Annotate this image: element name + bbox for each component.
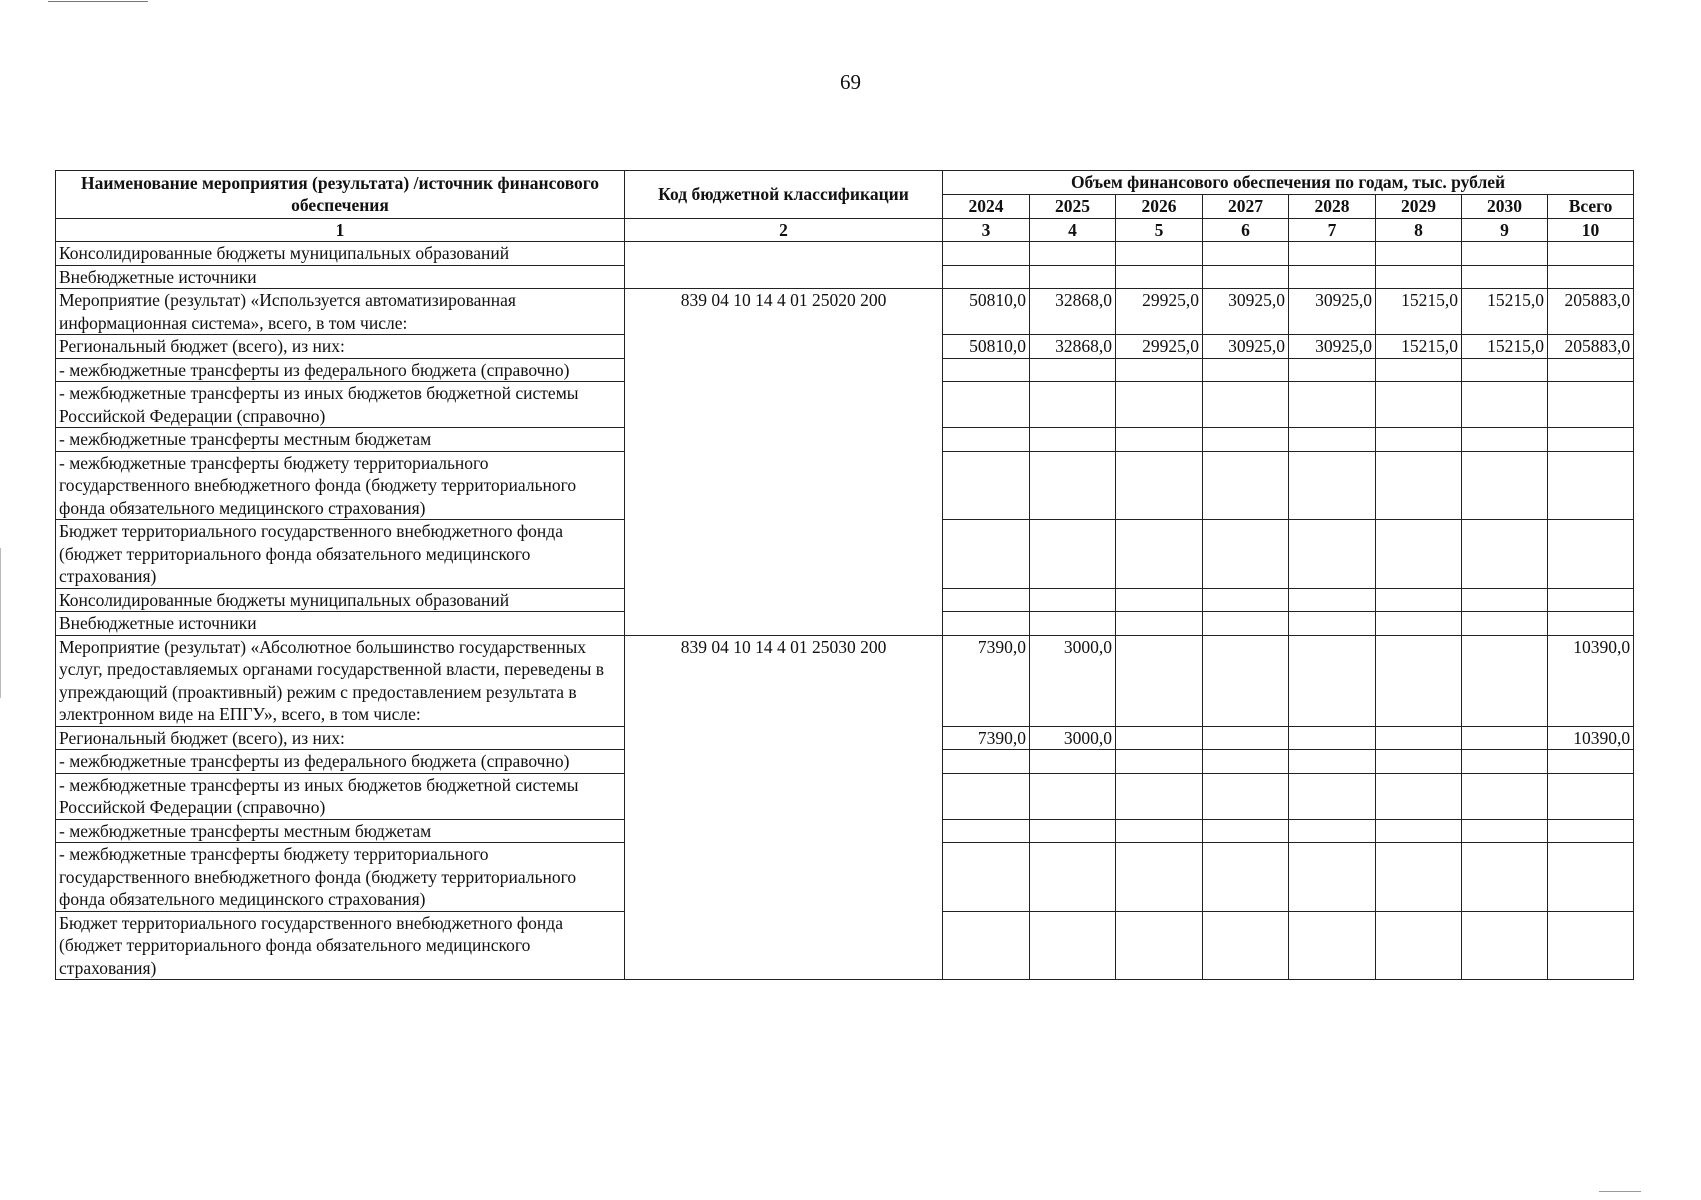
header-year: 2024	[943, 194, 1030, 218]
value-cell	[1548, 242, 1634, 266]
index-cell: 2	[625, 218, 943, 242]
value-cell: 3000,0	[1030, 635, 1116, 726]
value-cell	[1203, 635, 1289, 726]
value-cell	[1030, 773, 1116, 819]
value-cell: 15215,0	[1462, 289, 1548, 335]
row-name: - межбюджетные трансферты из иных бюджетов бюджетной системы Российской Федерации (справочно)	[56, 773, 625, 819]
value-cell	[1289, 773, 1376, 819]
value-cell	[1289, 242, 1376, 266]
value-cell	[1376, 265, 1462, 289]
value-cell: 15215,0	[1462, 335, 1548, 359]
value-cell	[1203, 382, 1289, 428]
value-cell	[943, 819, 1030, 843]
value-cell	[1203, 750, 1289, 774]
value-cell	[1376, 726, 1462, 750]
value-cell	[943, 451, 1030, 520]
budget-code: 839 04 10 14 4 01 25020 200	[625, 289, 943, 636]
value-cell	[943, 358, 1030, 382]
scan-artifact-top	[48, 1, 148, 2]
value-cell	[1548, 773, 1634, 819]
value-cell	[1548, 843, 1634, 912]
value-cell	[1289, 265, 1376, 289]
row-name: Консолидированные бюджеты муниципальных образований	[56, 588, 625, 612]
value-cell	[1376, 819, 1462, 843]
value-cell	[943, 843, 1030, 912]
value-cell	[1116, 612, 1203, 636]
row-name: - межбюджетные трансферты бюджету территориального государственного внебюджетного фонда (бюджету территориального фонда обязательного медицинского страхования)	[56, 843, 625, 912]
value-cell	[943, 265, 1030, 289]
row-name: - межбюджетные трансферты местным бюджетам	[56, 428, 625, 452]
value-cell	[1376, 843, 1462, 912]
value-cell	[1376, 242, 1462, 266]
value-cell	[1116, 265, 1203, 289]
value-cell	[1203, 726, 1289, 750]
value-cell	[1289, 911, 1376, 980]
value-cell	[1548, 451, 1634, 520]
value-cell	[1462, 358, 1548, 382]
index-cell: 6	[1203, 218, 1289, 242]
value-cell	[1548, 382, 1634, 428]
value-cell: 30925,0	[1289, 289, 1376, 335]
value-cell	[1203, 773, 1289, 819]
value-cell	[1203, 612, 1289, 636]
value-cell	[1116, 635, 1203, 726]
value-cell: 30925,0	[1203, 289, 1289, 335]
value-cell	[1289, 451, 1376, 520]
value-cell	[1462, 750, 1548, 774]
value-cell	[1289, 382, 1376, 428]
header-year: 2025	[1030, 194, 1116, 218]
index-row	[56, 218, 1634, 242]
value-cell	[943, 750, 1030, 774]
value-cell	[1203, 819, 1289, 843]
header-year: 2030	[1462, 194, 1548, 218]
value-cell	[1462, 428, 1548, 452]
value-cell	[1203, 520, 1289, 589]
header-code: Код бюджетной классификации	[625, 171, 943, 219]
value-cell	[1376, 635, 1462, 726]
value-cell: 205883,0	[1548, 289, 1634, 335]
value-cell	[1548, 428, 1634, 452]
value-cell: 15215,0	[1376, 289, 1462, 335]
value-cell	[1289, 588, 1376, 612]
index-cell: 7	[1289, 218, 1376, 242]
row-name: Региональный бюджет (всего), из них:	[56, 335, 625, 359]
value-cell: 32868,0	[1030, 289, 1116, 335]
header-year: 2027	[1203, 194, 1289, 218]
row-name: Консолидированные бюджеты муниципальных образований	[56, 242, 625, 266]
index-cell: 3	[943, 218, 1030, 242]
value-cell	[1203, 265, 1289, 289]
value-cell	[1203, 911, 1289, 980]
value-cell	[1376, 428, 1462, 452]
value-cell	[1462, 726, 1548, 750]
value-cell: 3000,0	[1030, 726, 1116, 750]
index-cell: 10	[1548, 218, 1634, 242]
value-cell	[1462, 242, 1548, 266]
value-cell	[1030, 750, 1116, 774]
value-cell: 30925,0	[1203, 335, 1289, 359]
value-cell: 10390,0	[1548, 635, 1634, 726]
value-cell	[1548, 588, 1634, 612]
measure-row	[56, 289, 1634, 335]
value-cell	[1548, 265, 1634, 289]
value-cell: 7390,0	[943, 726, 1030, 750]
row-name: - межбюджетные трансферты бюджету территориального государственного внебюджетного фонда (бюджету территориального фонда обязательного медицинского страхования)	[56, 451, 625, 520]
value-cell	[943, 588, 1030, 612]
value-cell	[1548, 358, 1634, 382]
value-cell	[943, 520, 1030, 589]
value-cell	[1030, 428, 1116, 452]
value-cell	[1376, 750, 1462, 774]
value-cell: 7390,0	[943, 635, 1030, 726]
value-cell	[1289, 612, 1376, 636]
value-cell	[1289, 843, 1376, 912]
scan-artifact-left	[0, 548, 1, 698]
value-cell	[1289, 819, 1376, 843]
value-cell	[943, 428, 1030, 452]
index-cell: 4	[1030, 218, 1116, 242]
value-cell	[1116, 358, 1203, 382]
financing-table	[55, 170, 1634, 980]
value-cell	[1203, 588, 1289, 612]
row-name: - межбюджетные трансферты местным бюджетам	[56, 819, 625, 843]
header-name: Наименование мероприятия (результата) /источник финансового обеспечения	[56, 171, 625, 219]
value-cell	[1030, 588, 1116, 612]
row-name: - межбюджетные трансферты из федерального бюджета (справочно)	[56, 358, 625, 382]
value-cell	[1462, 843, 1548, 912]
value-cell	[1462, 520, 1548, 589]
measure-row	[56, 635, 1634, 726]
value-cell	[1462, 911, 1548, 980]
value-cell	[1116, 773, 1203, 819]
header-volume: Объем финансового обеспечения по годам, тыс. рублей	[943, 171, 1634, 195]
index-cell: 1	[56, 218, 625, 242]
value-cell	[1030, 520, 1116, 589]
value-cell	[1030, 382, 1116, 428]
budget-code: 839 04 10 14 4 01 25030 200	[625, 635, 943, 980]
value-cell	[1203, 242, 1289, 266]
value-cell	[1289, 358, 1376, 382]
value-cell: 205883,0	[1548, 335, 1634, 359]
value-cell: 15215,0	[1376, 335, 1462, 359]
value-cell	[1462, 451, 1548, 520]
scan-artifact-bottom	[1599, 1191, 1641, 1192]
value-cell: 29925,0	[1116, 335, 1203, 359]
value-cell	[1030, 265, 1116, 289]
value-cell	[943, 382, 1030, 428]
value-cell: 30925,0	[1289, 335, 1376, 359]
value-cell	[1462, 635, 1548, 726]
value-cell	[1289, 428, 1376, 452]
value-cell	[1462, 612, 1548, 636]
value-cell	[1462, 265, 1548, 289]
value-cell	[1116, 843, 1203, 912]
value-cell	[1116, 382, 1203, 428]
value-cell	[1462, 773, 1548, 819]
value-cell	[1116, 750, 1203, 774]
value-cell	[1116, 242, 1203, 266]
row-name: Бюджет территориального государственного внебюджетного фонда (бюджет территориального фонда обязательного медицинского страхования)	[56, 520, 625, 589]
row-name: Внебюджетные источники	[56, 265, 625, 289]
table-row	[56, 242, 1634, 266]
value-cell	[1462, 588, 1548, 612]
value-cell	[1203, 358, 1289, 382]
value-cell: 32868,0	[1030, 335, 1116, 359]
value-cell	[1203, 428, 1289, 452]
value-cell	[1376, 911, 1462, 980]
index-cell: 9	[1462, 218, 1548, 242]
row-name: Мероприятие (результат) «Используется автоматизированная информационная система», всего, в том числе:	[56, 289, 625, 335]
value-cell	[1289, 726, 1376, 750]
value-cell	[1548, 612, 1634, 636]
header-year: 2029	[1376, 194, 1462, 218]
value-cell	[1376, 451, 1462, 520]
value-cell	[1116, 726, 1203, 750]
value-cell	[1376, 612, 1462, 636]
value-cell	[1116, 588, 1203, 612]
index-cell: 5	[1116, 218, 1203, 242]
row-name: - межбюджетные трансферты из федерального бюджета (справочно)	[56, 750, 625, 774]
header-year: 2028	[1289, 194, 1376, 218]
value-cell	[1030, 451, 1116, 520]
page-number: 69	[840, 70, 861, 94]
value-cell	[1116, 819, 1203, 843]
value-cell	[943, 242, 1030, 266]
value-cell	[1030, 819, 1116, 843]
value-cell	[1462, 819, 1548, 843]
value-cell: 29925,0	[1116, 289, 1203, 335]
value-cell	[943, 911, 1030, 980]
value-cell	[943, 612, 1030, 636]
value-cell	[1030, 843, 1116, 912]
row-name: Мероприятие (результат) «Абсолютное большинство государственных услуг, предоставляемых органами государственной власти, переведены в упреждающий (проактивный) режим с предоставлением результата в электронном виде на ЕПГУ», всего, в том числе:	[56, 635, 625, 726]
value-cell: 10390,0	[1548, 726, 1634, 750]
header-row-1	[56, 171, 1634, 195]
value-cell	[1203, 843, 1289, 912]
value-cell	[1289, 520, 1376, 589]
value-cell	[1548, 819, 1634, 843]
row-name: - межбюджетные трансферты из иных бюджетов бюджетной системы Российской Федерации (справочно)	[56, 382, 625, 428]
header-total: Всего	[1548, 194, 1634, 218]
value-cell	[943, 773, 1030, 819]
value-cell	[1548, 750, 1634, 774]
value-cell: 50810,0	[943, 335, 1030, 359]
index-cell: 8	[1376, 218, 1462, 242]
value-cell	[1548, 520, 1634, 589]
header-year: 2026	[1116, 194, 1203, 218]
row-name: Региональный бюджет (всего), из них:	[56, 726, 625, 750]
value-cell	[1030, 612, 1116, 636]
value-cell	[1289, 750, 1376, 774]
value-cell	[1376, 588, 1462, 612]
value-cell	[1116, 911, 1203, 980]
value-cell	[1030, 911, 1116, 980]
value-cell	[1376, 382, 1462, 428]
value-cell	[1030, 358, 1116, 382]
row-name: Внебюджетные источники	[56, 612, 625, 636]
value-cell	[1376, 358, 1462, 382]
value-cell	[1030, 242, 1116, 266]
value-cell	[1116, 428, 1203, 452]
value-cell	[1203, 451, 1289, 520]
value-cell	[1376, 773, 1462, 819]
value-cell	[1116, 520, 1203, 589]
row-name: Бюджет территориального государственного внебюджетного фонда (бюджет территориального фонда обязательного медицинского страхования)	[56, 911, 625, 980]
value-cell	[1376, 520, 1462, 589]
value-cell: 50810,0	[943, 289, 1030, 335]
value-cell	[1116, 451, 1203, 520]
value-cell	[1548, 911, 1634, 980]
value-cell	[1462, 382, 1548, 428]
code-cell	[625, 242, 943, 289]
value-cell	[1289, 635, 1376, 726]
